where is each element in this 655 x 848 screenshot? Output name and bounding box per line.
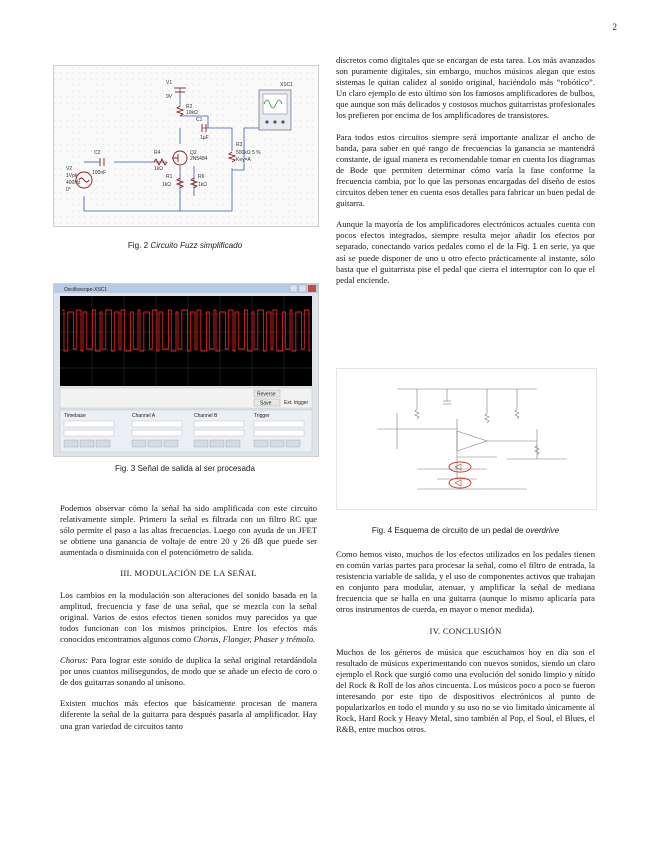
r6-value: 1kΩ — [198, 182, 208, 188]
v1-label: V1 — [166, 80, 173, 86]
section-3-heading: III. MODULACIÓN DE LA SEÑAL — [120, 568, 257, 579]
fig3-timebase-xpos[interactable] — [64, 430, 114, 436]
fig3-trigger-edge[interactable] — [254, 421, 304, 427]
fig3-ba-button[interactable] — [96, 440, 110, 447]
fig3-add-button[interactable] — [80, 440, 94, 447]
r4-label: R4 — [154, 150, 161, 156]
fig3-dc-b-button[interactable] — [226, 440, 240, 447]
chorus-term: Chorus: — [60, 655, 89, 666]
fig3-trigger-label: Trigger — [254, 413, 270, 419]
fig3-channel-a-ypos[interactable] — [132, 430, 182, 436]
left-paragraph-4: Existen muchos más efectos que básicamente procesan de manera diferente la señal de la guitarra para después pasarla al amplificador. Hay una gran variedad de circuitos tanto — [60, 698, 317, 731]
fig1-reference: Fig. 1 — [516, 242, 537, 252]
fig3-timebase-label: Timebase — [64, 413, 86, 419]
c2-value: 100nF — [92, 170, 107, 176]
v2-frequency: 400Hz — [66, 180, 81, 186]
fig3-channel-a-scale[interactable] — [132, 421, 182, 427]
fig4-highlight-diodes-2 — [449, 478, 471, 488]
v2-label: V2 — [66, 166, 73, 172]
right-column-text-top — [336, 55, 595, 296]
fig4-highlight-diodes-1 — [449, 462, 471, 472]
c2-label: C2 — [94, 150, 101, 156]
right-paragraph-3a: Aunque la mayoría de los amplificadores electrónicos actuales cuenta con pocos efectos integrados, siempre resulta mejor añadir los efectos por separado, conectando varios pedales como el de la — [336, 219, 595, 252]
q2-label: Q2 — [190, 150, 197, 156]
r4-value: 1kΩ — [154, 166, 164, 172]
fig3-reverse-label: Reverse — [257, 391, 276, 398]
fig3-oscilloscope — [53, 283, 319, 457]
right-paragraph-3b: en serie, ya que así se puede disponer de uno u otro efecto prácticamente al instante, sólo basta que el guitarrista pise el pedal que cierra el interruptor con lo que el pedal enciende. — [336, 241, 595, 285]
fig3-normal-button[interactable] — [270, 440, 284, 447]
fig3-timebase-scale[interactable] — [64, 421, 114, 427]
v2-amplitude: 1Vpk — [66, 173, 78, 179]
fig3-yt-button[interactable] — [64, 440, 78, 447]
fig3-window-title: Oscilloscope-XSC1 — [64, 287, 108, 293]
fig4-caption-prefix: Fig. 4 Esquema de circuito de un pedal de — [371, 526, 526, 535]
right-paragraph-2: Para todos estos circuitos siempre será importante analizar el ancho de banda, para saber en qué rango de frecuencias la ganancia se mantendrá constante, de igual manera es recomendable tomar en cuenta los diagramas de Bode que permiten determinar cómo varía la fase conforme la frecuencia cambia, por lo que las personas encargadas del diseño de estos circuitos deben tener en cuenta esos detalles para fabricar un buen pedal de guitarra. — [336, 131, 595, 209]
fig2-caption-title: Circuito Fuzz simplificado — [150, 241, 243, 250]
fig3-zero-b-button[interactable] — [210, 440, 224, 447]
fig3-close-icon — [308, 285, 316, 292]
v2-phase: 0° — [66, 187, 71, 193]
r2-value: 10kΩ — [186, 110, 198, 116]
fig3-single-button[interactable] — [254, 440, 268, 447]
fig3-trigger-level[interactable] — [254, 430, 304, 436]
fig3-dc-a-button[interactable] — [164, 440, 178, 447]
r1-label: R1 — [166, 174, 173, 180]
fig3-ext-trigger-label: Ext. trigger — [284, 400, 309, 406]
r6-label: R6 — [198, 174, 205, 180]
fig4-schematic — [336, 368, 597, 510]
xsc1-oscilloscope-icon — [259, 90, 291, 130]
fig2-schematic — [53, 65, 319, 227]
c1-label: C1 — [196, 117, 203, 123]
fig3-caption: Fig. 3 Señal de salida al ser procesada — [115, 464, 255, 473]
fig3-ac-b-button[interactable] — [194, 440, 208, 447]
left-paragraph-2-text: Los cambios en la modulación son alteraciones del sonido basada en la amplitud, frecuencia y fase de una señal, que se mezcla con la señal original. Varios de estos efectos tienen sonidos muy parecidos ya que todos funcionan con los mismos principios. Entre los efectos más conocidos encontramos algunos como — [60, 589, 317, 644]
right-paragraph-3 — [336, 219, 595, 286]
fig3-channel-b-scale[interactable] — [194, 421, 244, 427]
left-paragraph-1: Podemos observar cómo la señal ha sido amplificada con este circuito relativamente simple. Primero la señal es filtrada con un filtro RC que sólo permite el paso a las altas frecuencias. Luego con ayuda de un JFET se obtiene una ganancia de voltaje de entre 20 y 26 dB que puede ser aumentada o disminuida con el potenciómetro de salida. — [60, 503, 317, 558]
q2-type: 2N5484 — [190, 156, 208, 162]
fig3-zero-a-button[interactable] — [148, 440, 162, 447]
right-paragraph-4: Como hemos visto, muchos de los efectos utilizados en los pedales tienen en común varias partes para procesar la señal, como el filtro de entrada, la resistencia variable de salida, y el uso de componentes activos que trabajan en conjunto para modular, atenuar, y amplificar la señal de mediana frecuencia que se halla en una guitarra (aunque lo mismo aplicaría para otros instrumentos de cuerda, en mayor o menor medida). — [336, 549, 595, 615]
v1-value: 9V — [166, 94, 173, 100]
c1-value: 1µF — [200, 135, 209, 141]
fig3-channel-b-ypos[interactable] — [194, 430, 244, 436]
fig3-channel-a-label: Channel A — [132, 413, 156, 419]
fig3-ac-a-button[interactable] — [132, 440, 146, 447]
xsc1-label: XSC1 — [280, 82, 294, 88]
left-paragraph-2 — [60, 590, 317, 645]
fig2-caption-prefix: Fig. 2 — [127, 241, 151, 250]
page-number: 2 — [612, 22, 617, 32]
fig3-auto-button[interactable] — [286, 440, 300, 447]
fig3-save-label: Save — [260, 400, 272, 407]
left-paragraph-3-text: Para lograr este sonido de duplica la señal original retardándola por unos cuantos milisegundos, de modo que se añade un efecto de coro o de dos guitarras sonando al unísono. — [60, 655, 317, 688]
r3-label: R3 — [236, 142, 243, 148]
r3-value: 500kΩ 5 % — [236, 150, 261, 156]
section-4-heading: IV. CONCLUSIÓN — [429, 625, 502, 636]
fig2-caption — [53, 241, 317, 250]
fig4-caption — [336, 526, 595, 535]
left-paragraph-3 — [60, 655, 317, 688]
r1-value: 1kΩ — [162, 182, 172, 188]
right-paragraph-1: discretos como digitales que se encargan de esta tarea. Los más avanzados son puramente digitales, sin embargo, muchos músicos alegan que estos sistemas le quitan calidez al sonido original, haciéndolo más “robótico”. Un claro ejemplo de esto último son los famosos amplificadores de bulbos, que aunque son más delicados y costosos muchos guitarristas profesionales los prefieren por encima de los amplificadores de transistores. — [336, 55, 595, 121]
fig4-caption-term: overdrive — [525, 526, 560, 535]
r3-key: Key=A — [236, 157, 251, 163]
r2-label: R2 — [186, 104, 193, 110]
right-paragraph-5: Muchos de los géneros de música que escuchamos hoy en día son el resultado de músicos experimentando con nuevos sonidos, siendo un claro ejemplo el Rock que surgió como una evolución del sonido limpio y nítido del Rock & Roll de los años cincuenta. Los músicos poco a poco se fueron interesando por este tipo de dispositivos electrónicos al punto de popularizarlos en todo el mundo y su uso no se vio limitado únicamente al Rock, Hard Rock y Heavy Metal, sino también al Pop, el Soul, el Blues, el R&B, entre muchos otros. — [336, 646, 595, 735]
right-column-text-bottom — [336, 549, 595, 745]
left-column-text — [60, 503, 317, 742]
fig3-channel-b-label: Channel B — [194, 413, 218, 419]
left-paragraph-2-effects: Chorus, Flanger, Phaser y trémolo. — [193, 633, 316, 644]
